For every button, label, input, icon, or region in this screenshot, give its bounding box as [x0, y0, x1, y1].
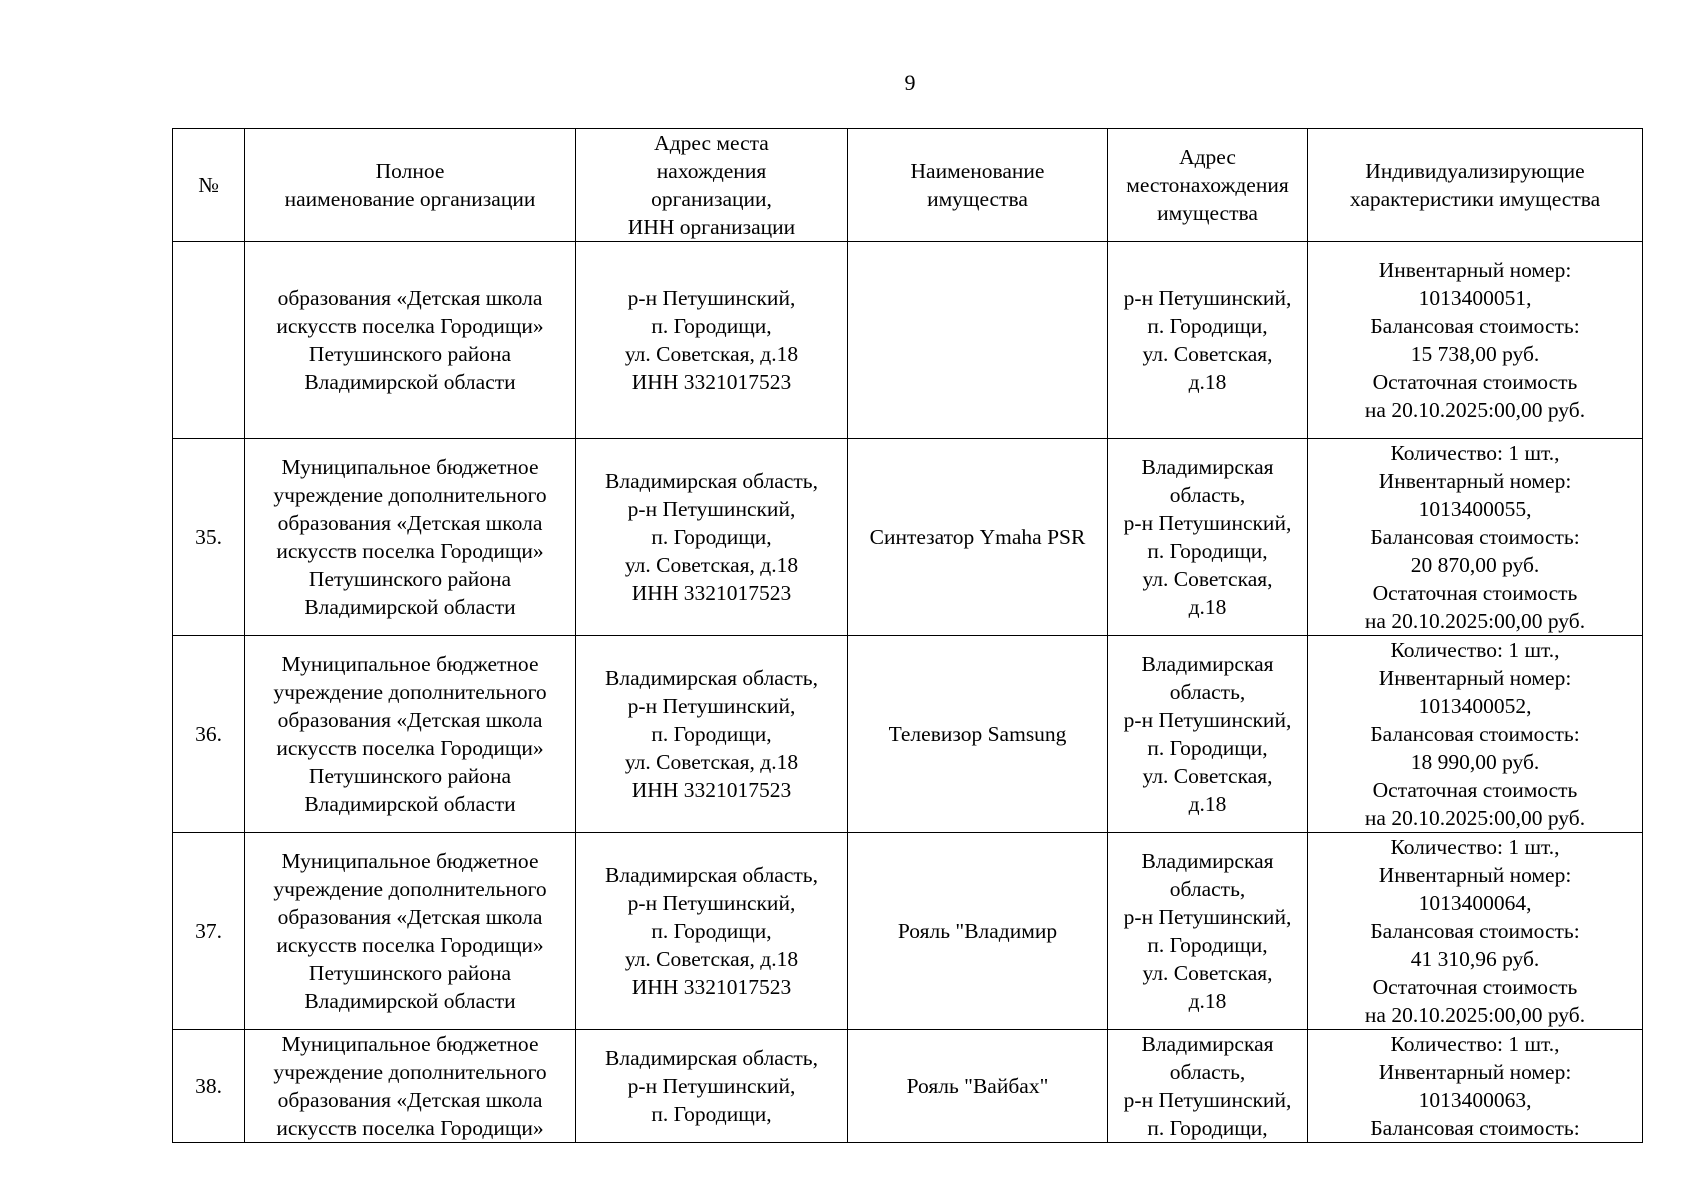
organization-name: образования «Детская школа искусств поселка Городищи» Петушинского района Владимирской области	[245, 242, 576, 439]
header-property-name: Наименование имущества	[848, 129, 1108, 242]
row-number: 36.	[173, 636, 245, 833]
organization-address: Владимирская область, р-н Петушинский, п. Городищи, ул. Советская, д.18 ИНН 3321017523	[576, 636, 848, 833]
property-characteristics: Количество: 1 шт., Инвентарный номер: 1013400055, Балансовая стоимость: 20 870,00 руб. Остаточная стоимость на 20.10.2025:00,00 руб.	[1308, 439, 1643, 636]
property-name: Рояль "Владимир	[848, 833, 1108, 1030]
property-name: Телевизор Samsung	[848, 636, 1108, 833]
property-table	[172, 128, 1643, 1143]
table-row	[173, 636, 1643, 833]
header-organization-address: Адрес места нахождения организации, ИНН организации	[576, 129, 848, 242]
organization-name: Муниципальное бюджетное учреждение дополнительного образования «Детская школа искусств поселка Городищи» Петушинского района Владимирской области	[245, 439, 576, 636]
property-name: Синтезатор Ymaha PSR	[848, 439, 1108, 636]
property-characteristics: Количество: 1 шт., Инвентарный номер: 1013400064, Балансовая стоимость: 41 310,96 руб. Остаточная стоимость на 20.10.2025:00,00 руб.	[1308, 833, 1643, 1030]
table-row	[173, 242, 1643, 439]
organization-address: Владимирская область, р-н Петушинский, п. Городищи,	[576, 1030, 848, 1143]
header-number: №	[173, 129, 245, 242]
property-location: Владимирская область, р-н Петушинский, п. Городищи,	[1108, 1030, 1308, 1143]
table-header-row	[173, 129, 1643, 242]
property-name: Рояль "Вайбах"	[848, 1030, 1108, 1143]
header-property-characteristics: Индивидуализирующие характеристики имущества	[1308, 129, 1643, 242]
property-location: Владимирская область, р-н Петушинский, п. Городищи, ул. Советская, д.18	[1108, 636, 1308, 833]
organization-name: Муниципальное бюджетное учреждение дополнительного образования «Детская школа искусств поселка Городищи» Петушинского района Владимирской области	[245, 833, 576, 1030]
header-organization-name: Полное наименование организации	[245, 129, 576, 242]
row-number	[173, 242, 245, 439]
property-characteristics: Инвентарный номер: 1013400051, Балансовая стоимость: 15 738,00 руб. Остаточная стоимость на 20.10.2025:00,00 руб.	[1308, 242, 1643, 439]
property-location: Владимирская область, р-н Петушинский, п. Городищи, ул. Советская, д.18	[1108, 833, 1308, 1030]
organization-name: Муниципальное бюджетное учреждение дополнительного образования «Детская школа искусств поселка Городищи» Петушинского района Владимирской области	[245, 636, 576, 833]
table-row	[173, 833, 1643, 1030]
property-characteristics: Количество: 1 шт., Инвентарный номер: 1013400063, Балансовая стоимость:	[1308, 1030, 1643, 1143]
organization-name: Муниципальное бюджетное учреждение дополнительного образования «Детская школа искусств поселка Городищи»	[245, 1030, 576, 1143]
property-location: р-н Петушинский, п. Городищи, ул. Советская, д.18	[1108, 242, 1308, 439]
table-row	[173, 1030, 1643, 1143]
page-number: 9	[904, 70, 916, 95]
row-number: 35.	[173, 439, 245, 636]
property-characteristics: Количество: 1 шт., Инвентарный номер: 1013400052, Балансовая стоимость: 18 990,00 руб. Остаточная стоимость на 20.10.2025:00,00 руб.	[1308, 636, 1643, 833]
organization-address: р-н Петушинский, п. Городищи, ул. Советская, д.18 ИНН 3321017523	[576, 242, 848, 439]
property-name	[848, 242, 1108, 439]
header-property-location: Адрес местонахождения имущества	[1108, 129, 1308, 242]
organization-address: Владимирская область, р-н Петушинский, п. Городищи, ул. Советская, д.18 ИНН 3321017523	[576, 833, 848, 1030]
property-location: Владимирская область, р-н Петушинский, п. Городищи, ул. Советская, д.18	[1108, 439, 1308, 636]
row-number: 38.	[173, 1030, 245, 1143]
row-number: 37.	[173, 833, 245, 1030]
table-row	[173, 439, 1643, 636]
organization-address: Владимирская область, р-н Петушинский, п. Городищи, ул. Советская, д.18 ИНН 3321017523	[576, 439, 848, 636]
